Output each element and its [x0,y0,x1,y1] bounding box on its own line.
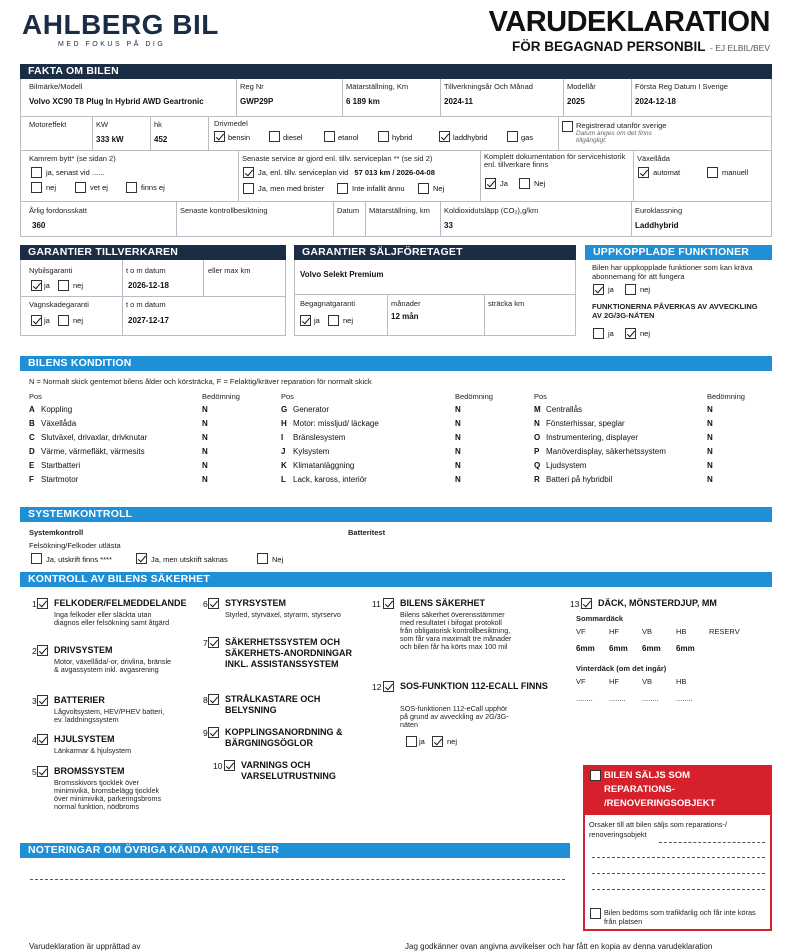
fuel-0-checkbox[interactable] [214,131,225,142]
used-warranty-label: Begagnatgaranti [300,299,356,308]
ecall-yes-label: ja [419,737,425,746]
system-opt2-label: Ja, men utskrift saknas [151,555,228,564]
kondition-key: L [281,475,286,484]
fuel-1-checkbox[interactable] [269,131,280,142]
kondition-key: A [29,405,35,414]
service-yes-checkbox[interactable] [243,167,254,178]
kondition-key: K [281,461,287,470]
tax-label: Årlig fordonsskatt [29,206,87,215]
hk-label: hk [154,120,162,129]
service-notdue-label: Inte infallit ännu [352,184,405,193]
safety-item-checkbox[interactable] [383,598,394,609]
kondition-rating: N [455,433,461,442]
safety-item-number: 12 [372,682,382,692]
new-warranty-date: 2026-12-18 [128,281,169,290]
battery-test-label: Batteritest [348,528,386,537]
safety-item-title: BILENS SÄKERHET [400,598,486,608]
doc-yes-checkbox[interactable] [485,178,496,189]
ecall-no-checkbox[interactable] [432,736,443,747]
pos-header: Pos [29,392,42,401]
euro-value: Laddhybrid [635,221,679,230]
service-label: Senaste service är gjord enl. tillv. serviceplan ** (se sid 2) [242,154,433,163]
kondition-text: Startmotor [41,475,79,484]
hk-value: 452 [154,135,168,144]
section-notes-header: NOTERINGAR OM ÖVRIGA KÄNDA AVVIKELSER [20,843,570,858]
gear-manual-label: manuell [722,168,749,177]
model-year-label: Modellår [567,82,596,91]
service-notdue-checkbox[interactable] [337,183,348,194]
unsafe-checkbox[interactable] [590,908,601,919]
system-sub: Felsökning/Felkoder utlästa [29,541,121,550]
safety-item-desc: SOS-funktionen 112-eCall upphör på grund av avveckling av 2G/3G-näten [400,704,509,729]
connected-yes-checkbox[interactable] [593,284,604,295]
kondition-rating: N [455,447,461,456]
used-warranty-yes-label: ja [314,316,320,325]
kondition-text: Lack, kaross, interiör [293,475,367,484]
kondition-text: Kylsystem [293,447,330,456]
kondition-key: N [534,419,540,428]
timing-none-checkbox[interactable] [126,182,137,193]
kondition-item [534,419,625,428]
mfg-label: Tillverkningsår Och Månad [444,82,533,91]
safety-item-number: 11 [372,599,381,609]
brand-logo [22,10,219,48]
kondition-rating: N [707,475,713,484]
kondition-rating: N [455,405,461,414]
kondition-rating: N [707,419,713,428]
safety-item-checkbox[interactable] [37,766,48,777]
kondition-rating: N [707,461,713,470]
kondition-key: M [534,405,541,414]
doc-subtitle-row [512,38,770,56]
model-year-value: 2025 [567,97,585,106]
mfg-value: 2024-11 [444,97,473,106]
kondition-item [534,447,666,456]
kondition-item [29,475,78,484]
kondition-text: Bränslesystem [293,433,346,442]
safety-item-number: 7 [203,638,208,648]
safety-item-checkbox[interactable] [208,694,219,705]
kondition-item [534,405,582,414]
kondition-key: E [29,461,35,470]
winter-tire-value: ........ [609,694,626,703]
months-value: 12 mån [391,312,419,321]
repair-line-4[interactable] [592,889,765,890]
new-warranty-yes-checkbox[interactable] [31,280,42,291]
system-opt2-checkbox[interactable] [136,553,147,564]
kondition-key: F [29,475,34,484]
brand-model-value: Volvo XC90 T8 Plug In Hybrid AWD Geartronic [29,97,204,106]
safety-item-title: FELKODER/FELMEDDELANDE [54,598,187,608]
gear-auto-label: automat [653,168,681,177]
kondition-rating: N [202,405,208,414]
damage-warranty-no-label: nej [73,316,84,325]
kondition-item [534,461,586,470]
safety-item-number: 1 [32,599,37,609]
co2-label: Koldioxidutsläpp (CO₂),g/km [444,206,539,215]
safety-item-title: HJULSYSTEM [54,734,115,744]
timing-no-label: nej [46,183,57,192]
timing-unknown-label: vet ej [90,183,108,192]
safety-item-checkbox[interactable] [581,598,592,609]
repair-checkbox[interactable] [590,770,601,781]
doc-no-label: Nej [534,179,546,188]
connected-question: Bilen har uppkopplade funktioner som kan kräva abonnemang för att fungera [592,263,753,281]
damage-warranty-no-checkbox[interactable] [58,315,69,326]
section-kondition-header: BILENS KONDITION [20,356,772,371]
months-label: månader [391,299,421,308]
safety-item-title: SOS-FUNKTION 112-ECALL FINNS [400,681,548,691]
safety-item-desc: Motor, växellåda/-or, drivlina, bränsle & avgassystem inkl. avgasrening [54,657,172,674]
kondition-key: C [29,433,35,442]
kondition-key: O [534,433,541,442]
safety-item-checkbox[interactable] [208,727,219,738]
kondition-key: D [29,447,35,456]
safety-item-desc: Bilens säkerhet överensstämmer med resultatet i bifogat protokoll från obligatorisk kontrollbesiktning, som får vara maximalt tre månader och bilen får ha körts max 100 mil [400,610,512,651]
repair-line-1[interactable] [659,842,765,843]
section-uppkopplade-header: UPPKOPPLADE FUNKTIONER [585,245,772,260]
timing-yes-label: ja, senast vid ...... [46,168,105,177]
safety-item-checkbox[interactable] [208,598,219,609]
timing-none-label: finns ej [141,183,165,192]
tire-col-header: HB [676,627,687,636]
safety-item-number: 2 [32,646,37,656]
used-warranty-no-label: nej [343,316,354,325]
kondition-text: Värme, värmefläkt, värmesits [41,447,145,456]
kondition-text: Manöverdisplay, säkerhetssystem [546,447,666,456]
tax-value: 360 [32,221,46,230]
service-faults-label: Ja, men med brister [258,184,325,193]
tire-col-header: VB [642,627,653,636]
safety-item-number: 4 [32,735,37,745]
safety-item-desc: Lågvoltsystem, HEV/PHEV batteri, ev. laddningssystem [54,707,165,724]
fuel-2-checkbox[interactable] [324,131,335,142]
damage-warranty-tom-label: t o m datum [126,300,166,309]
footer-right: Jag godkänner ovan angivna avvikelser och har fått en kopia av denna varudeklaration [405,942,713,951]
damage-warranty-yes-label: ja [44,316,50,325]
safety-item-checkbox[interactable] [37,695,48,706]
new-warranty-label: Nybilsgaranti [29,266,73,275]
fuel-4-label: laddhybrid [453,133,488,142]
kondition-item [281,461,354,470]
kondition-key: J [281,447,286,456]
safety-item-number: 6 [203,599,208,609]
safety-item-title: VARNINGS OCH VARSELUTRUSTNING [241,760,336,781]
repair-reason: Orsaker till att bilen säljs som reparations-/ renoveringsobjekt [589,820,727,839]
safety-item-number: 8 [203,695,208,705]
kondition-legend: N = Normalt skick gentemot bilens ålder och körsträcka, F = Felaktig/kräver reparation för normalt skick [29,377,372,386]
kondition-item [534,475,612,484]
service-faults-checkbox[interactable] [243,183,254,194]
section-garanti-salj-header: GARANTIER SÄLJFÖRETAGET [294,245,576,260]
winter-tire-value: ........ [676,694,693,703]
kw-value: 333 kW [96,135,124,144]
safety-item-number: 9 [203,728,208,738]
kondition-item [534,433,638,442]
winter-col-header: HF [609,677,619,686]
kondition-rating: N [202,447,208,456]
kondition-rating: N [707,433,713,442]
summer-tire-value: 6mm [609,644,628,653]
service-no-checkbox[interactable] [418,183,429,194]
fuel-3-label: hybrid [392,133,413,142]
winter-col-header: VB [642,677,653,686]
unsafe-label: Bilen bedöms som trafikfarlig och får inte köras från platsen [604,908,756,926]
fuel-2-label: etanol [338,133,359,142]
fuel-label: Drivmedel [214,119,248,128]
kondition-item [29,433,147,442]
kondition-rating: N [455,419,461,428]
kondition-text: Koppling [41,405,73,414]
safety-item-desc: Inga felkoder eller släckta utan diagnos eller felsökning samt åtgärd [54,610,170,627]
safety-item-checkbox[interactable] [383,681,394,692]
section-sakerhet-header: KONTROLL AV BILENS SÄKERHET [20,572,772,587]
rating-header: Bedömning [202,392,240,401]
first-reg-label: Första Reg Datum I Sverige [635,82,728,91]
safety-item-desc: Länkarmar & hjulsystem [54,746,132,755]
safety-item-title: STRÅLKASTARE OCH BELYSNING [225,694,321,715]
safety-item-checkbox[interactable] [208,637,219,648]
kondition-key: H [281,419,287,428]
kondition-text: Startbatteri [41,461,81,470]
service-yes-label: Ja, enl. tillv. serviceplan vid [258,168,349,177]
reg-abroad-note: Datum anges om det finns tillgängligt: [576,130,652,144]
notes-line[interactable] [30,879,565,880]
fuel-0-label: bensin [228,133,251,142]
footer-left: Varudeklaration är upprättad av [29,942,141,951]
kondition-text: Klimatanläggning [293,461,355,470]
kondition-text: Slutväxel, drivaxlar, drivknutar [41,433,148,442]
winter-col-header: VF [576,677,586,686]
doc-yes-label: Ja [500,179,508,188]
timing-yes-checkbox[interactable] [31,167,42,178]
section-garanti-tillv-header: GARANTIER TILLVERKAREN [20,245,286,260]
fuel-1-label: diesel [283,133,303,142]
kondition-text: Ljudsystem [546,461,587,470]
kondition-item [29,419,76,428]
doc-subtitle-note: - EJ ELBIL/BEV [710,43,770,53]
reg-abroad-checkbox[interactable] [562,121,573,132]
damage-warranty-label: Vagnskadegaranti [29,300,89,309]
kondition-key: I [281,433,284,442]
summer-tire-value: 6mm [676,644,695,653]
used-warranty-yes-checkbox[interactable] [300,315,311,326]
section-system-header: SYSTEMKONTROLL [20,507,772,522]
safety-item-title: BATTERIER [54,695,105,705]
kondition-key: G [281,405,288,414]
summer-tire-value: 6mm [642,644,661,653]
gear-manual-checkbox[interactable] [707,167,718,178]
new-warranty-no-label: nej [73,281,84,290]
co2-value: 33 [444,221,453,230]
safety-item-title: BROMSSYSTEM [54,766,125,776]
first-reg-value: 2024-12-18 [635,97,676,106]
system-opt1-checkbox[interactable] [31,553,42,564]
safety-item-number: 13 [570,599,580,609]
inspect-mileage-label: Mätarställning, km [369,206,430,215]
power-label: Motoreffekt [29,120,67,129]
ecall-yes-checkbox[interactable] [406,736,417,747]
reg-value: GWP29P [240,97,274,106]
summer-tire-value: 6mm [576,644,595,653]
safety-item-checkbox[interactable] [37,645,48,656]
doc-subtitle: FÖR BEGAGNAD PERSONBIL [512,39,706,54]
kondition-key: B [29,419,35,428]
kondition-rating: N [202,475,208,484]
kondition-item [281,433,345,442]
kondition-rating: N [455,461,461,470]
kondition-rating: N [202,433,208,442]
kondition-rating: N [202,461,208,470]
summer-label: Sommardäck [576,614,624,623]
network-question: FUNKTIONERNA PÅVERKAS AV AVVECKLING AV 2G/3G-NÄTEN [592,302,758,320]
safety-item-title: DÄCK, MÖNSTERDJUP, MM [598,598,717,608]
distance-label: sträcka km [488,299,525,308]
kondition-text: Instrumentering, displayer [546,433,639,442]
reg-label: Reg Nr [240,82,264,91]
kondition-item [281,419,379,428]
kondition-item [281,475,367,484]
system-opt3-checkbox[interactable] [257,553,268,564]
system-label: Systemkontroll [29,528,84,537]
kondition-text: Fönsterhissar, speglar [546,419,625,428]
new-warranty-yes-label: ja [44,281,50,290]
kondition-rating: N [202,419,208,428]
mileage-value: 6 189 km [346,97,380,106]
connected-no-label: nej [640,285,651,294]
fuel-5-label: gas [521,133,534,142]
safety-item-title: DRIVSYSTEM [54,645,113,655]
rating-header: Bedömning [707,392,745,401]
brand-model-label: Bilmärke/Modell [29,82,83,91]
brand-tagline: MED FOKUS PÅ DIG [58,41,166,48]
rating-header: Bedömning [455,392,493,401]
winter-label: Vinterdäck (om det ingår) [576,664,667,673]
kw-label: KW [96,120,109,129]
network-no-checkbox[interactable] [625,328,636,339]
mileage-label: Mätarställning, Km [346,82,409,91]
kondition-text: Generator [293,405,330,414]
kondition-text: Batteri på hybridbil [546,475,613,484]
network-yes-label: ja [608,329,614,338]
kondition-item [29,405,72,414]
kondition-text: Växellåda [41,419,77,428]
kondition-key: R [534,475,540,484]
service-no-label: Nej [433,184,445,193]
network-yes-checkbox[interactable] [593,328,604,339]
tire-col-header: VF [576,627,586,636]
doc-title: VARUDEKLARATION [488,6,770,38]
gear-auto-checkbox[interactable] [638,167,649,178]
damage-warranty-yes-checkbox[interactable] [31,315,42,326]
kondition-item [29,447,145,456]
seller-warranty-name: Volvo Selekt Premium [300,270,384,279]
connected-no-checkbox[interactable] [625,284,636,295]
timing-label: Kamrem bytt* (se sidan 2) [29,154,116,163]
safety-item-title: STYRSYSTEM [225,598,287,608]
new-warranty-max-label: eller max km [208,266,251,275]
system-opt3-label: Nej [272,555,284,564]
date-label: Datum [337,206,360,215]
safety-item-title: SÄKERHETSSYSTEM OCH SÄKERHETS-ANORDNINGAR INKL. ASSISTANSSYSTEM [225,637,353,669]
reg-abroad-label: Registrerad utanför sverige [576,121,667,130]
kondition-text: Centrallås [546,405,583,414]
safety-item-title: KOPPLINGSANORDNING & BÄRGNINGSÖGLOR [225,727,343,748]
kondition-key: Q [534,461,541,470]
kondition-item [281,447,329,456]
kondition-key: P [534,447,540,456]
connected-yes-label: ja [608,285,614,294]
euro-label: Euroklassning [635,206,683,215]
repair-line-2[interactable] [592,857,765,858]
fuel-4-checkbox[interactable] [439,131,450,142]
winter-tire-value: ........ [642,694,659,703]
network-no-label: nej [640,329,651,338]
gear-label: Växellåda [637,154,670,163]
kondition-item [281,405,329,414]
new-warranty-tom-label: t o m datum [126,266,166,275]
used-warranty-no-checkbox[interactable] [328,315,339,326]
new-warranty-no-checkbox[interactable] [58,280,69,291]
fuel-5-checkbox[interactable] [507,131,518,142]
kondition-text: Motor: missljud/ läckage [293,419,379,428]
repair-line-3[interactable] [592,873,765,874]
safety-item-number: 10 [213,761,223,771]
service-yes-value: 57 013 km / 2026-04-08 [354,168,435,177]
timing-no-checkbox[interactable] [31,182,42,193]
safety-item-checkbox[interactable] [37,598,48,609]
tire-col-header: HF [609,627,619,636]
damage-warranty-date: 2027-12-17 [128,316,169,325]
doc-no-checkbox[interactable] [519,178,530,189]
fuel-3-checkbox[interactable] [378,131,389,142]
kondition-item [29,461,80,470]
brand-name: AHLBERG BIL [22,9,219,40]
winter-tire-value: ........ [576,694,593,703]
safety-item-checkbox[interactable] [224,760,235,771]
service-yes-row [258,168,435,177]
winter-col-header: HB [676,677,687,686]
pos-header: Pos [281,392,294,401]
timing-unknown-checkbox[interactable] [75,182,86,193]
kondition-rating: N [707,405,713,414]
safety-item-number: 5 [32,767,37,777]
system-opt1-label: Ja, utskrift finns **** [46,555,112,564]
kondition-rating: N [707,447,713,456]
doc-label: Komplett dokumentation för servicehistorik enl. tillverkare finns [484,152,626,169]
pos-header: Pos [534,392,547,401]
repair-title: BILEN SÄLJS SOM REPARATIONS- /RENOVERINGSOBJEKT [604,770,716,809]
safety-item-desc: Styrled, styrväxel, styrarm, styrservo [225,610,341,619]
inspection-label: Senaste kontrollbesiktning [180,206,268,215]
kondition-rating: N [455,475,461,484]
tire-col-header: RESERV [709,627,740,636]
safety-item-checkbox[interactable] [37,734,48,745]
safety-item-number: 3 [32,696,37,706]
ecall-no-label: nej [447,737,458,746]
safety-item-desc: Bromsskivors tjocklek över minimivikä, bromsbelägg tjocklek över minimivikä, parkeringsbroms normal funktion, nödbroms [54,778,162,811]
section-fakta-header: FAKTA OM BILEN [20,64,772,79]
